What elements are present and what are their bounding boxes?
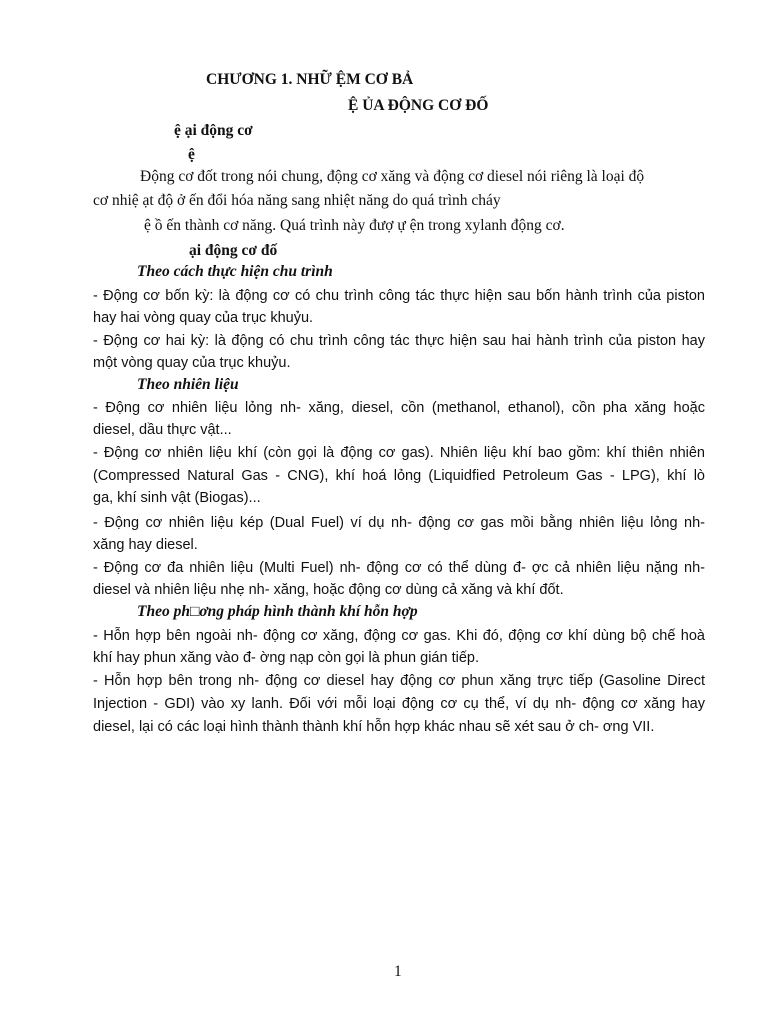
list-item: diesel và nhiên liệu nhẹ nh- xăng, hoặc động cơ dùng cả xăng và khí đốt. bbox=[93, 582, 564, 598]
section-heading-1: ệ ại động cơ bbox=[174, 122, 253, 139]
list-item: - Động cơ nhiên liệu lỏng nh- xăng, diesel, cồn (methanol, ethanol), cồn pha xăng hoặc bbox=[93, 400, 705, 416]
list-item: - Động cơ đa nhiên liệu (Multi Fuel) nh- động cơ có thể dùng đ- ợc cả nhiên liệu nặng nh- bbox=[93, 560, 705, 576]
list-item: một vòng quay của trục khuỷu. bbox=[93, 355, 291, 371]
list-item: Injection - GDI) vào xy lanh. Đối với mỗi loại động cơ cụ thể, ví dụ nh- động cơ xăng hay bbox=[93, 696, 705, 712]
intro-line-3: ệ ồ ến thành cơ năng. Quá trình này đượ ự ện trong xylanh động cơ. bbox=[144, 217, 565, 234]
list-item: - Động cơ bốn kỳ: là động cơ có chu trình công tác thực hiện sau bốn hành trình của piston bbox=[93, 288, 705, 304]
list-item: - Động cơ nhiên liệu kép (Dual Fuel) ví dụ nh- động cơ gas mồi bằng nhiên liệu lỏng nh- bbox=[93, 515, 705, 531]
page-number: 1 bbox=[394, 963, 402, 980]
intro-line-2: cơ nhiệ ạt độ ở ến đổi hóa năng sang nhiệt năng do quá trình cháy bbox=[93, 192, 501, 209]
list-item: - Động cơ hai kỳ: là động có chu trình công tác thực hiện sau hai hành trình của piston hay bbox=[93, 333, 705, 349]
list-item: (Compressed Natural Gas - CNG), khí hoá lỏng (Liquidfied Petroleum Gas - LPG), khí lò bbox=[93, 468, 705, 484]
list-item: - Hỗn hợp bên ngoài nh- động cơ xăng, động cơ gas. Khi đó, động cơ khí dùng bộ chế hoà bbox=[93, 628, 705, 644]
chapter-title-line-2: Ệ ỦA ĐỘNG CƠ ĐỐ bbox=[348, 97, 489, 114]
list-item: xăng hay diesel. bbox=[93, 537, 198, 553]
list-item: ga, khí sinh vật (Biogas)... bbox=[93, 490, 261, 506]
section-heading-1-2: ại động cơ đố bbox=[189, 242, 278, 259]
list-item: - Hỗn hợp bên trong nh- động cơ diesel hay động cơ phun xăng trực tiếp (Gasoline Direct bbox=[93, 673, 705, 689]
subsection-title-cycle: Theo cách thực hiện chu trình bbox=[137, 263, 333, 280]
list-item: - Động cơ nhiên liệu khí (còn gọi là động cơ gas). Nhiên liệu khí bao gồm: khí thiên nhiên bbox=[93, 445, 705, 461]
list-item: khí hay phun xăng vào đ- ờng nạp còn gọi là phun gián tiếp. bbox=[93, 650, 479, 666]
chapter-title-line-1: CHƯƠNG 1. NHỮ ỆM CƠ BẢ bbox=[206, 71, 414, 88]
subsection-title-fuel: Theo nhiên liệu bbox=[137, 376, 239, 393]
subsection-title-mixture: Theo ph□ơng pháp hình thành khí hỗn hợp bbox=[137, 603, 418, 620]
intro-line-1: Động cơ đốt trong nói chung, động cơ xăng và động cơ diesel nói riêng là loại độ bbox=[140, 168, 645, 185]
section-heading-1-1: ệ bbox=[188, 146, 195, 163]
list-item: hay hai vòng quay của trục khuỷu. bbox=[93, 310, 314, 326]
list-item: diesel, dầu thực vật... bbox=[93, 422, 232, 438]
list-item: diesel, lại có các loại hình thành thành khí hỗn hợp khác nhau sẽ xét sau ở ch- ơng VII. bbox=[93, 719, 655, 735]
